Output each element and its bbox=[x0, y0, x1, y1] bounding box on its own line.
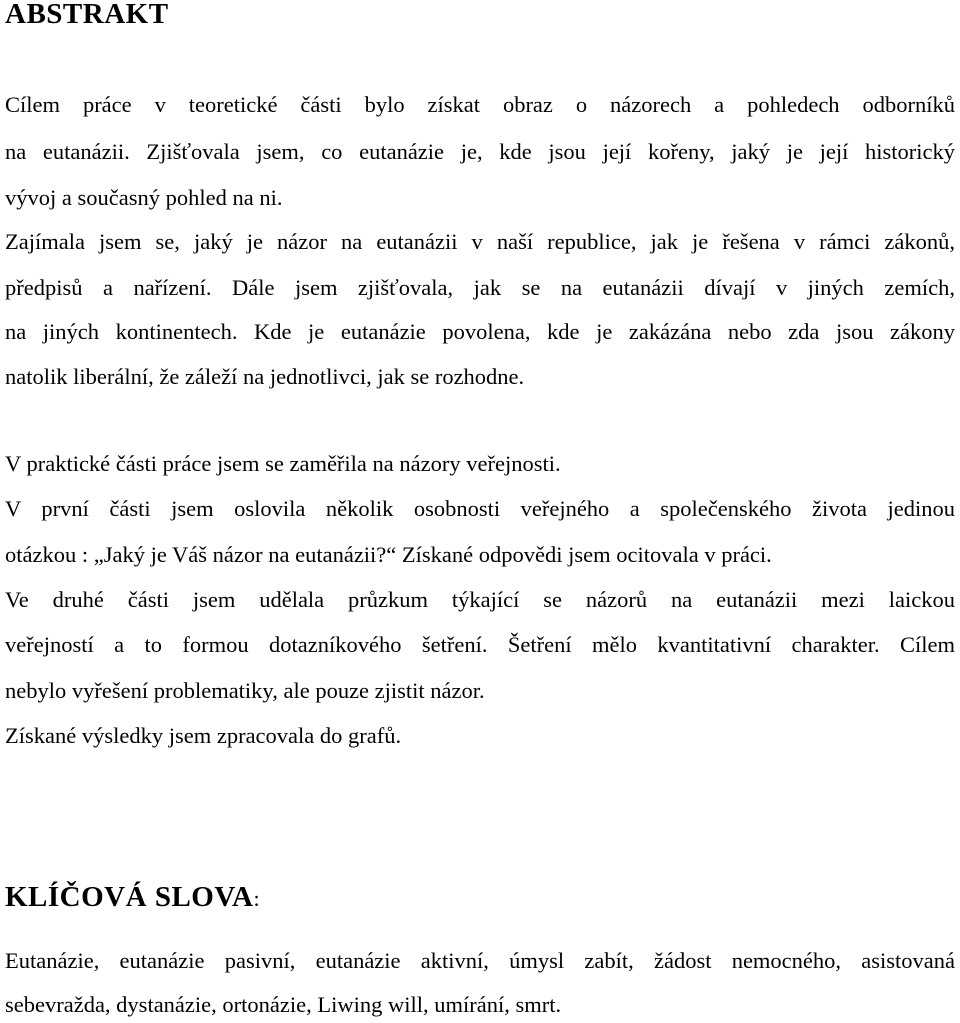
keywords-heading-colon: : bbox=[253, 886, 261, 911]
abstract-line: na eutanázii. Zjišťovala jsem, co eutanázie je, kde jsou její kořeny, jaký je její historický bbox=[5, 139, 955, 164]
abstract-line: veřejností a to formou dotazníkového šetření. Šetření mělo kvantitativní charakter. Cílem bbox=[5, 632, 955, 657]
abstract-heading: ABSTRAKT bbox=[5, 0, 169, 30]
abstract-line: vývoj a současný pohled na ni. bbox=[5, 185, 283, 210]
abstract-line: Cílem práce v teoretické části bylo získat obraz o názorech a pohledech odborníků bbox=[5, 92, 955, 117]
abstract-line: V první části jsem oslovila několik osobnosti veřejného a společenského života jedinou bbox=[5, 496, 955, 521]
abstract-line: nebylo vyřešení problematiky, ale pouze zjistit názor. bbox=[5, 678, 485, 703]
keywords-heading-text: KLÍČOVÁ SLOVA bbox=[5, 881, 254, 913]
abstract-line: předpisů a nařízení. Dále jsem zjišťovala, jak se na eutanázii dívají v jiných zemích, bbox=[5, 275, 955, 300]
abstract-line: V praktické části práce jsem se zaměřila na názory veřejnosti. bbox=[5, 451, 561, 476]
abstract-line: Ve druhé části jsem udělala průzkum týkající se názorů na eutanázii mezi laickou bbox=[5, 587, 955, 612]
abstract-line: na jiných kontinentech. Kde je eutanázie povolena, kde je zakázána nebo zda jsou zákony bbox=[5, 319, 955, 344]
abstract-line: otázkou : „Jaký je Váš názor na eutanázii?“ Získané odpovědi jsem ocitovala v práci. bbox=[5, 542, 772, 567]
keywords-line: Eutanázie, eutanázie pasivní, eutanázie aktivní, úmysl zabít, žádost nemocného, asistovaná bbox=[5, 948, 955, 973]
abstract-line: Získané výsledky jsem zpracovala do grafů. bbox=[5, 723, 402, 748]
keywords-heading bbox=[5, 883, 260, 912]
abstract-line: Zajímala jsem se, jaký je názor na eutanázii v naší republice, jak je řešena v rámci zákonů, bbox=[5, 229, 955, 254]
abstract-line: natolik liberální, že záleží na jednotlivci, jak se rozhodne. bbox=[5, 364, 525, 389]
keywords-line: sebevražda, dystanázie, ortonázie, Liwing will, umírání, smrt. bbox=[5, 992, 562, 1017]
